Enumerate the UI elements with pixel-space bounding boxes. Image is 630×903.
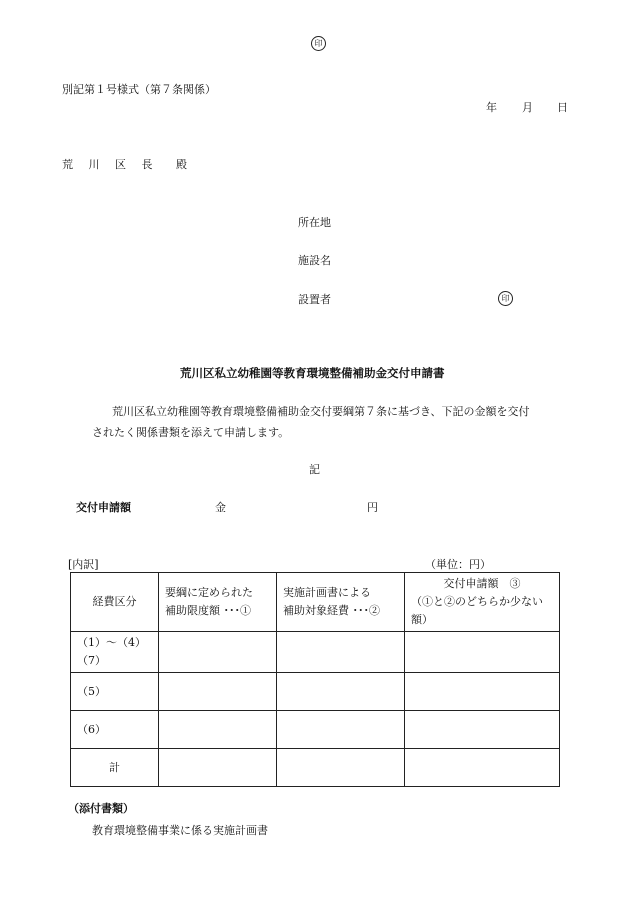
attachments-label: （添付書類） bbox=[68, 802, 134, 815]
row-category: （6） bbox=[71, 711, 159, 749]
seal-icon: 印 bbox=[498, 291, 513, 306]
cell-requested-amount[interactable] bbox=[405, 749, 560, 787]
cell-requested-amount[interactable] bbox=[405, 673, 560, 711]
cell-eligible-cost[interactable] bbox=[277, 673, 405, 711]
cell-eligible-cost[interactable] bbox=[277, 632, 405, 673]
addressee bbox=[62, 156, 187, 172]
attachment-item: 教育環境整備事業に係る実施計画書 bbox=[92, 824, 268, 837]
table-row bbox=[71, 673, 560, 711]
row-category-total: 計 bbox=[71, 749, 159, 787]
founder-label: 設置者 bbox=[298, 293, 331, 306]
cell-limit[interactable] bbox=[159, 673, 277, 711]
cell-limit[interactable] bbox=[159, 711, 277, 749]
header-limit: 要綱に定められた 補助限度額 ･･･① bbox=[159, 573, 277, 632]
body-line-2: されたく関係書類を添えて申請します。 bbox=[92, 426, 290, 439]
header-requested-amount: 交付申請額 ③ （①と②のどちらか少ない額） bbox=[405, 573, 560, 632]
row-category: （1）～（4） （7） bbox=[71, 632, 159, 673]
cell-eligible-cost[interactable] bbox=[277, 749, 405, 787]
facility-label: 施設名 bbox=[298, 254, 331, 267]
date-day: 日 bbox=[557, 101, 568, 114]
table-header-row bbox=[71, 573, 560, 632]
breakdown-table bbox=[70, 572, 560, 787]
cell-requested-amount[interactable] bbox=[405, 711, 560, 749]
addressee-honorific: 殿 bbox=[176, 158, 187, 171]
addressee-name: 荒 川 区 長 bbox=[62, 158, 159, 171]
document-title: 荒川区私立幼稚園等教育環境整備補助金交付申請書 bbox=[180, 366, 445, 380]
date-year: 年 bbox=[486, 101, 497, 114]
table-row bbox=[71, 632, 560, 673]
table-row-total bbox=[71, 749, 560, 787]
location-label: 所在地 bbox=[298, 216, 331, 229]
table-row bbox=[71, 711, 560, 749]
header-eligible-cost: 実施計画書による 補助対象経費 ･･･② bbox=[277, 573, 405, 632]
body-line-1: 荒川区私立幼稚園等教育環境整備補助金交付要綱第７条に基づき、下記の金額を交付 bbox=[112, 405, 530, 418]
breakdown-label: [内訳] bbox=[68, 558, 99, 571]
ki-mark: 記 bbox=[309, 463, 320, 476]
header-category: 経費区分 bbox=[71, 573, 159, 632]
amount-suffix: 円 bbox=[367, 501, 378, 514]
top-seal bbox=[311, 36, 326, 51]
seal-icon: 印 bbox=[311, 36, 326, 51]
cell-limit[interactable] bbox=[159, 749, 277, 787]
row-category: （5） bbox=[71, 673, 159, 711]
founder-seal bbox=[498, 291, 513, 306]
amount-prefix: 金 bbox=[215, 501, 226, 514]
cell-requested-amount[interactable] bbox=[405, 632, 560, 673]
date-month: 月 bbox=[522, 101, 533, 114]
form-number: 別記第１号様式（第７条関係） bbox=[62, 83, 216, 96]
cell-limit[interactable] bbox=[159, 632, 277, 673]
amount-label: 交付申請額 bbox=[76, 501, 131, 514]
unit-label: （単位：円） bbox=[425, 558, 491, 571]
cell-eligible-cost[interactable] bbox=[277, 711, 405, 749]
